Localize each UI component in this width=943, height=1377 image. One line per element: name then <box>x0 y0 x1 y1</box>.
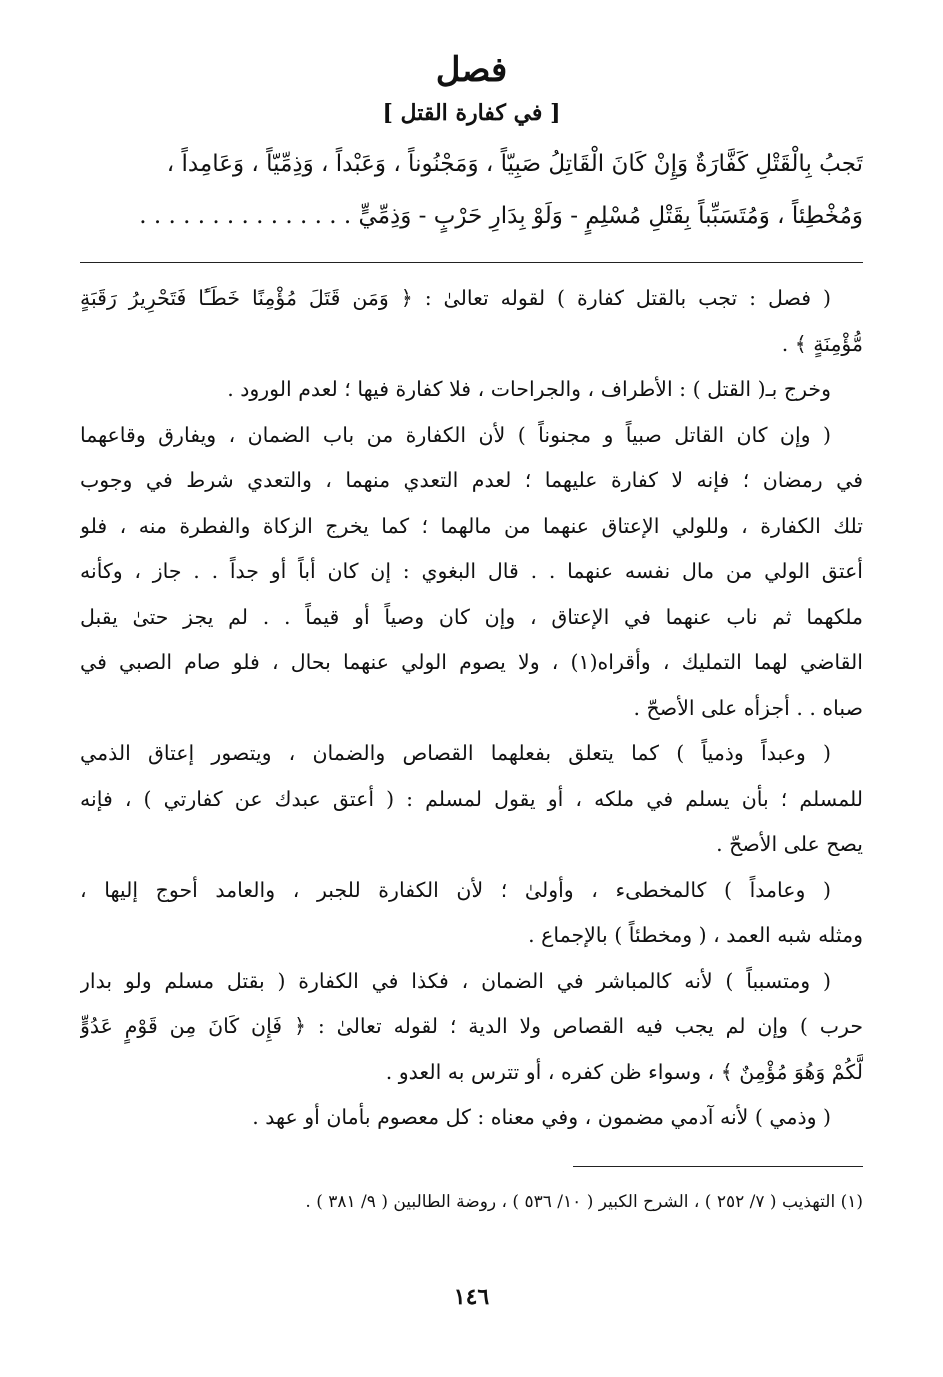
commentary-line: ( ومتسبباً ) لأنه كالمباشر في الضمان ، فكذا في الكفارة ( بقتل مسلم ولو بدار <box>80 968 831 993</box>
commentary-line: لَّكُمْ وَهُوَ مُؤْمِنٌ ﴾ ، وسواء ظن كفره ، أو تترس به العدو . <box>385 1059 863 1084</box>
commentary-line: ( وعبداً وذمياً ) كما يتعلق بفعلهما القصاص والضمان ، ويتصور إعتاق الذمي <box>80 741 831 765</box>
commentary-line: ( وذمي ) لأنه آدمي مضمون ، وفي معناه : كل معصوم بأمان أو عهد . <box>252 1105 831 1129</box>
commentary-line: مُّؤْمِنَةٍ ﴾ . <box>781 331 863 356</box>
commentary-line: ومثله شبه العمد ، ( ومخطئاً ) بالإجماع . <box>528 923 863 947</box>
commentary-line: صباه . . أجزأه على الأصحّ . <box>633 695 863 720</box>
commentary-line: ( فصل : تجب بالقتل كفارة ) لقوله تعالىٰ : ﴿ وَمَن قَتَلَ مُؤْمِنًا خَطَـًٔا فَتَحْرِيرُ رَقَبَةٍ <box>80 286 831 310</box>
matn-text <box>80 138 863 242</box>
commentary-line: يصح على الأصحّ . <box>716 832 863 856</box>
commentary-line: وخرج بـ( القتل ) : الأطراف ، والجراحات ، فلا كفارة فيها ؛ لعدم الورود . <box>227 377 831 401</box>
commentary-line: للمسلم ؛ بأن يسلم في ملكه ، أو يقول لمسلم : ( أعتق عبدك عن كفارتي ) ، فإنه <box>80 786 863 811</box>
section-subtitle: [ في كفارة القتل ] <box>382 100 561 126</box>
commentary-line: أعتق الولي من مال نفسه عنهما . . قال البغوي : إن كان أباً أو جداً . . جاز ، وكأنه <box>80 559 863 583</box>
separator-line <box>80 262 863 263</box>
matn-line: تَجبُ بِالْقَتْلِ كَفَّارَةٌ وَإِنْ كَانَ الْقَاتِلُ صَبِيّاً ، وَمَجْنُوناً ، وَعَبْداً ، وَذِمِّيّاً ، وَعَامِداً ، <box>166 151 863 177</box>
matn-line: وَمُخْطِئاً ، وَمُتَسَبِّباً بِقَتْلِ مُسْلِمٍ - وَلَوْ بِدَارِ حَرْبٍ - وَذِمِّيٍّ . . . . . . . . . . . . . . . <box>139 203 863 229</box>
commentary-line: القاضي لهما التمليك ، وأقراه(١) ، ولا يصوم الولي عنهما بحال ، فلو صام الصبي في <box>80 650 863 674</box>
footnote: (١) التهذيب ( ٧/ ٢٥٢ ) ، الشرح الكبير ( ١٠/ ٥٣٦ ) ، روضة الطالبين ( ٩/ ٣٨١ ) . <box>305 1192 863 1212</box>
page-number: ١٤٦ <box>453 1284 490 1310</box>
commentary-line: ( وإن كان القاتل صبياً و مجنوناً ) لأن الكفارة من باب الضمان ، ويفارق وقاعهما <box>80 422 831 447</box>
commentary-line: ملكهما ثم ناب عنهما في الإعتاق ، وإن كان وصياً أو قيماً . . لم يجز حتىٰ يقبل <box>80 604 863 629</box>
commentary-text <box>80 276 863 1141</box>
footnote-separator <box>573 1166 863 1167</box>
commentary-line: في رمضان ؛ فإنه لا كفارة عليهما ؛ لعدم التعدي منهما ، والتعدي شرط في وجوب <box>80 468 863 492</box>
commentary-line: تلك الكفارة ، وللولي الإعتاق عنهما من مالهما ؛ كما يخرج الزكاة والفطرة منه ، فلو <box>80 513 863 538</box>
commentary-line: حرب ) وإن لم يجب فيه القصاص ولا الدية ؛ لقوله تعالىٰ : ﴿ فَإِن كَانَ مِن قَوْمٍ عَدُوٍّ <box>80 1014 863 1038</box>
commentary-line: ( وعامداً ) كالمخطىء ، وأولىٰ ؛ لأن الكفارة للجبر ، والعامد أحوج إليها ، <box>80 877 831 902</box>
section-heading: فصل <box>435 50 508 90</box>
